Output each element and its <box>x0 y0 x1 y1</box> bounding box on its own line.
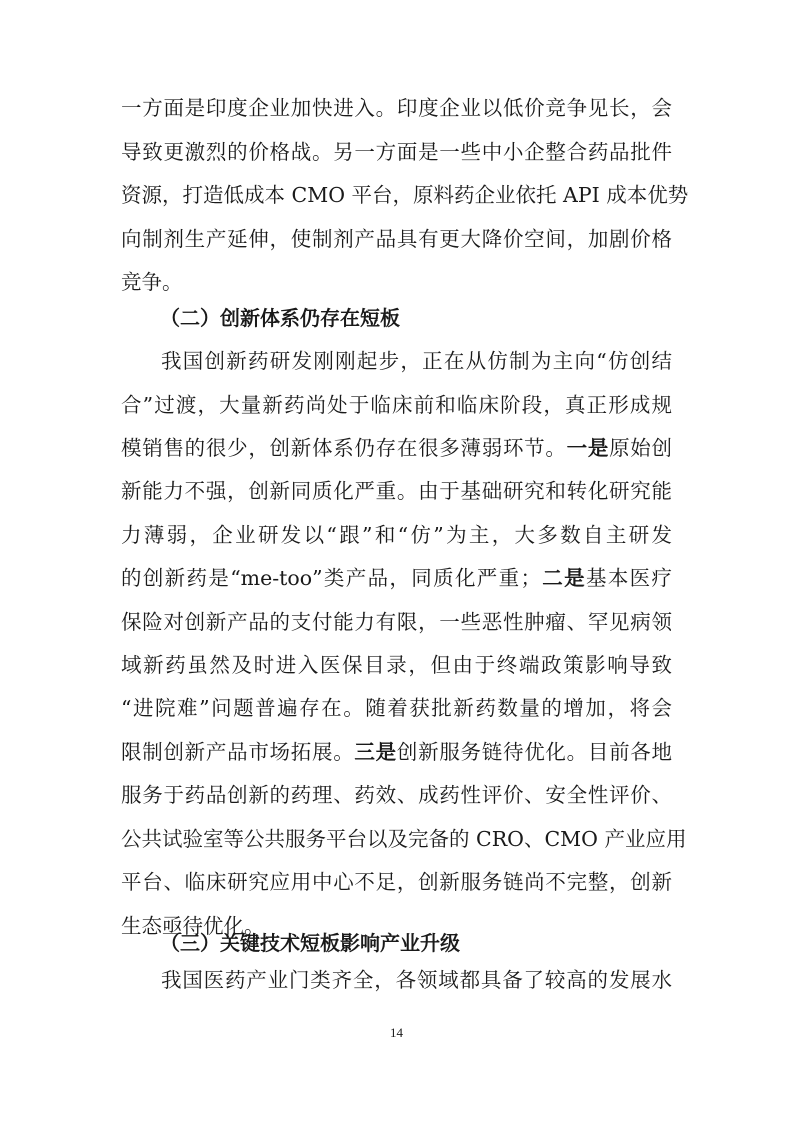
text-line: 生态亟待优化。 <box>121 914 265 938</box>
section-heading: （二）创新体系仍存在短板 <box>160 306 400 330</box>
text-run: 基本医疗 <box>585 566 672 590</box>
text-line: 保险对创新产品的支付能力有限，一些恶性肿瘤、罕见病领 <box>121 610 672 634</box>
text-line: 向制剂生产延伸，使制剂产品具有更大降价空间，加剧价格 <box>121 227 672 251</box>
text-line <box>121 436 672 460</box>
text-line: 合”过渡，大量新药尚处于临床前和临床阶段，真正形成规 <box>121 393 672 417</box>
text-run: 限制创新产品市场拓展。 <box>121 740 355 764</box>
enumeration-marker: 一是 <box>566 436 610 460</box>
text-run: 的创新药是“me-too”类产品，同质化严重； <box>121 566 541 590</box>
text-run: 创新服务链待优化。目前各地 <box>396 740 673 764</box>
text-line: 导致更激烈的价格战。另一方面是一些中小企整合药品批件 <box>121 140 672 164</box>
text-line <box>121 566 672 590</box>
text-line: 平台、临床研究应用中心不足，创新服务链尚不完整，创新 <box>121 870 672 894</box>
page-number: 14 <box>390 1025 403 1040</box>
text-line: 一方面是印度企业加快进入。印度企业以低价竞争见长，会 <box>121 96 672 120</box>
text-line: 新能力不强，创新同质化严重。由于基础研究和转化研究能 <box>121 479 672 503</box>
text-line: 竞争。 <box>121 270 183 294</box>
text-line: 公共试验室等公共服务平台以及完备的 CRO、CMO 产业应用 <box>121 827 687 851</box>
text-line: 力薄弱，企业研发以“跟”和“仿”为主，大多数自主研发 <box>121 523 672 547</box>
text-line: 我国医药产业门类齐全，各领域都具备了较高的发展水 <box>161 968 672 992</box>
section-heading: （三）关键技术短板影响产业升级 <box>160 931 460 955</box>
text-line: 域新药虽然及时进入医保目录，但由于终端政策影响导致 <box>121 653 672 677</box>
enumeration-marker: 二是 <box>540 566 586 590</box>
enumeration-marker: 三是 <box>354 740 397 764</box>
text-line: 资源，打造低成本 CMO 平台，原料药企业依托 API 成本优势 <box>121 183 689 207</box>
text-line: “进院难”问题普遍存在。随着获批新药数量的增加，将会 <box>121 696 672 720</box>
text-run: 模销售的很少，创新体系仍存在很多薄弱环节。 <box>121 436 567 460</box>
text-run: 原始创 <box>609 436 673 460</box>
text-line: 我国创新药研发刚刚起步，正在从仿制为主向“仿创结 <box>161 349 672 373</box>
text-line: 服务于药品创新的药理、药效、成药性评价、安全性评价、 <box>121 783 672 807</box>
text-line <box>121 740 672 764</box>
